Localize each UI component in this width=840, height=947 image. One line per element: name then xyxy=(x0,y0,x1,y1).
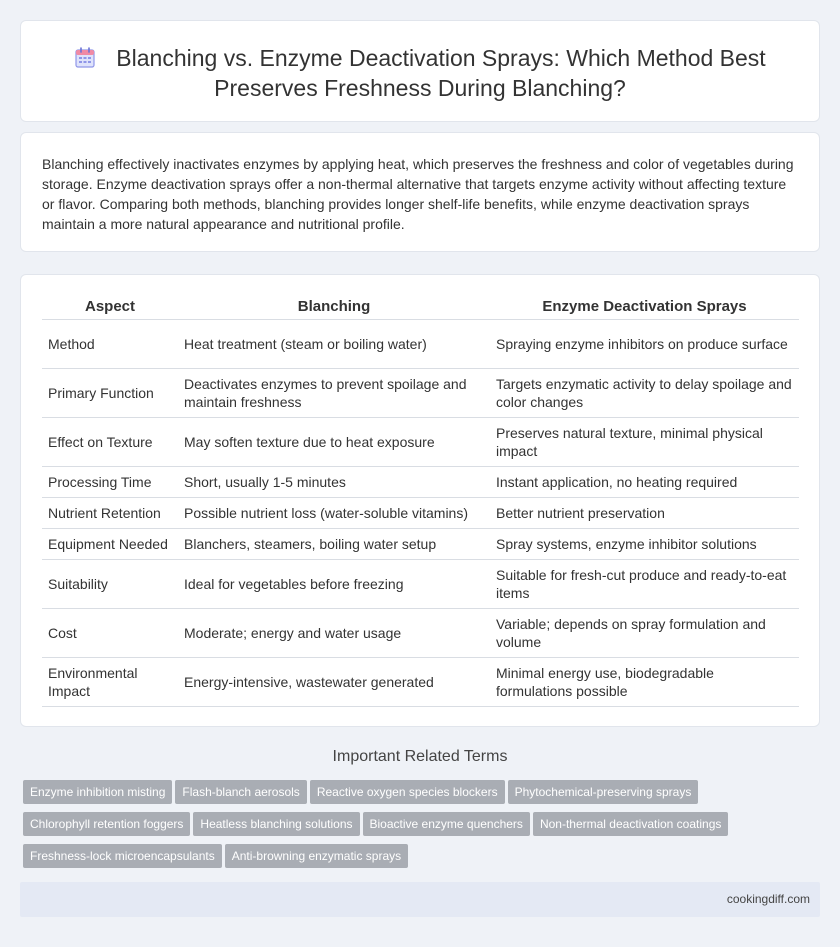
table-row xyxy=(42,609,799,658)
table-row xyxy=(42,418,799,467)
header-card xyxy=(20,20,820,122)
table-row xyxy=(42,369,799,418)
related-term-tag[interactable]: Enzyme inhibition misting xyxy=(23,780,172,804)
table-cell: Method xyxy=(42,320,178,369)
related-term-tag[interactable]: Reactive oxygen species blockers xyxy=(310,780,505,804)
table-cell: Nutrient Retention xyxy=(42,498,178,529)
table-row xyxy=(42,529,799,560)
table-cell: Heat treatment (steam or boiling water) xyxy=(178,320,490,369)
table-cell: Deactivates enzymes to prevent spoilage and maintain freshness xyxy=(178,369,490,418)
table-cell: Effect on Texture xyxy=(42,418,178,467)
related-term-tag[interactable]: Chlorophyll retention foggers xyxy=(23,812,190,836)
intro-paragraph: Blanching effectively inactivates enzymes by applying heat, which preserves the freshness and color of vegetables during storage. Enzyme deactivation sprays offer a non-thermal alternative that targets enzyme activity without affecting texture or flavor. Comparing both methods, blanching provides longer shelf-life benefits, while enzyme deactivation sprays maintain a more natural appearance and nutritional profile. xyxy=(42,156,794,232)
column-header-sprays: Enzyme Deactivation Sprays xyxy=(490,293,799,320)
related-term-tag[interactable]: Phytochemical-preserving sprays xyxy=(508,780,699,804)
table-cell: Suitability xyxy=(42,560,178,609)
related-term-tag[interactable]: Non-thermal deactivation coatings xyxy=(533,812,728,836)
table-cell: Variable; depends on spray formulation and volume xyxy=(490,609,799,658)
related-terms-tags xyxy=(23,780,803,876)
table-cell: Primary Function xyxy=(42,369,178,418)
table-cell: Instant application, no heating required xyxy=(490,467,799,498)
table-cell: Better nutrient preservation xyxy=(490,498,799,529)
table-cell: Suitable for fresh-cut produce and ready-to-eat items xyxy=(490,560,799,609)
related-term-tag[interactable]: Bioactive enzyme quenchers xyxy=(363,812,530,836)
table-cell: Preserves natural texture, minimal physical impact xyxy=(490,418,799,467)
table-cell: Blanchers, steamers, boiling water setup xyxy=(178,529,490,560)
page-title-text: Blanching vs. Enzyme Deactivation Sprays: Which Method Best Preserves Freshness During Blanching? xyxy=(116,45,766,101)
related-term-tag[interactable]: Freshness-lock microencapsulants xyxy=(23,844,222,868)
table-header-row xyxy=(42,293,799,320)
related-term-tag[interactable]: Anti-browning enzymatic sprays xyxy=(225,844,408,868)
table-row xyxy=(42,467,799,498)
page-title xyxy=(21,43,819,103)
table-cell: Minimal energy use, biodegradable formulations possible xyxy=(490,658,799,707)
related-terms-title: Important Related Terms xyxy=(332,748,508,765)
footer xyxy=(20,882,820,917)
table-cell: Spray systems, enzyme inhibitor solutions xyxy=(490,529,799,560)
calendar-icon xyxy=(74,47,96,69)
table-row xyxy=(42,320,799,369)
table-cell: Equipment Needed xyxy=(42,529,178,560)
table-cell: Processing Time xyxy=(42,467,178,498)
column-header-aspect: Aspect xyxy=(42,293,178,320)
related-term-tag[interactable]: Flash-blanch aerosols xyxy=(175,780,306,804)
comparison-card xyxy=(20,274,820,727)
column-header-blanching: Blanching xyxy=(178,293,490,320)
table-cell: Moderate; energy and water usage xyxy=(178,609,490,658)
table-cell: May soften texture due to heat exposure xyxy=(178,418,490,467)
table-cell: Energy-intensive, wastewater generated xyxy=(178,658,490,707)
footer-site-link[interactable]: cookingdiff.com xyxy=(726,892,810,906)
related-term-tag[interactable]: Heatless blanching solutions xyxy=(193,812,359,836)
table-cell: Spraying enzyme inhibitors on produce surface xyxy=(490,320,799,369)
table-cell: Cost xyxy=(42,609,178,658)
table-row xyxy=(42,560,799,609)
table-cell: Possible nutrient loss (water-soluble vitamins) xyxy=(178,498,490,529)
table-row xyxy=(42,658,799,707)
table-cell: Environmental Impact xyxy=(42,658,178,707)
table-cell: Ideal for vegetables before freezing xyxy=(178,560,490,609)
intro-card xyxy=(20,132,820,252)
table-cell: Targets enzymatic activity to delay spoilage and color changes xyxy=(490,369,799,418)
comparison-table xyxy=(42,293,799,707)
table-row xyxy=(42,498,799,529)
table-cell: Short, usually 1-5 minutes xyxy=(178,467,490,498)
